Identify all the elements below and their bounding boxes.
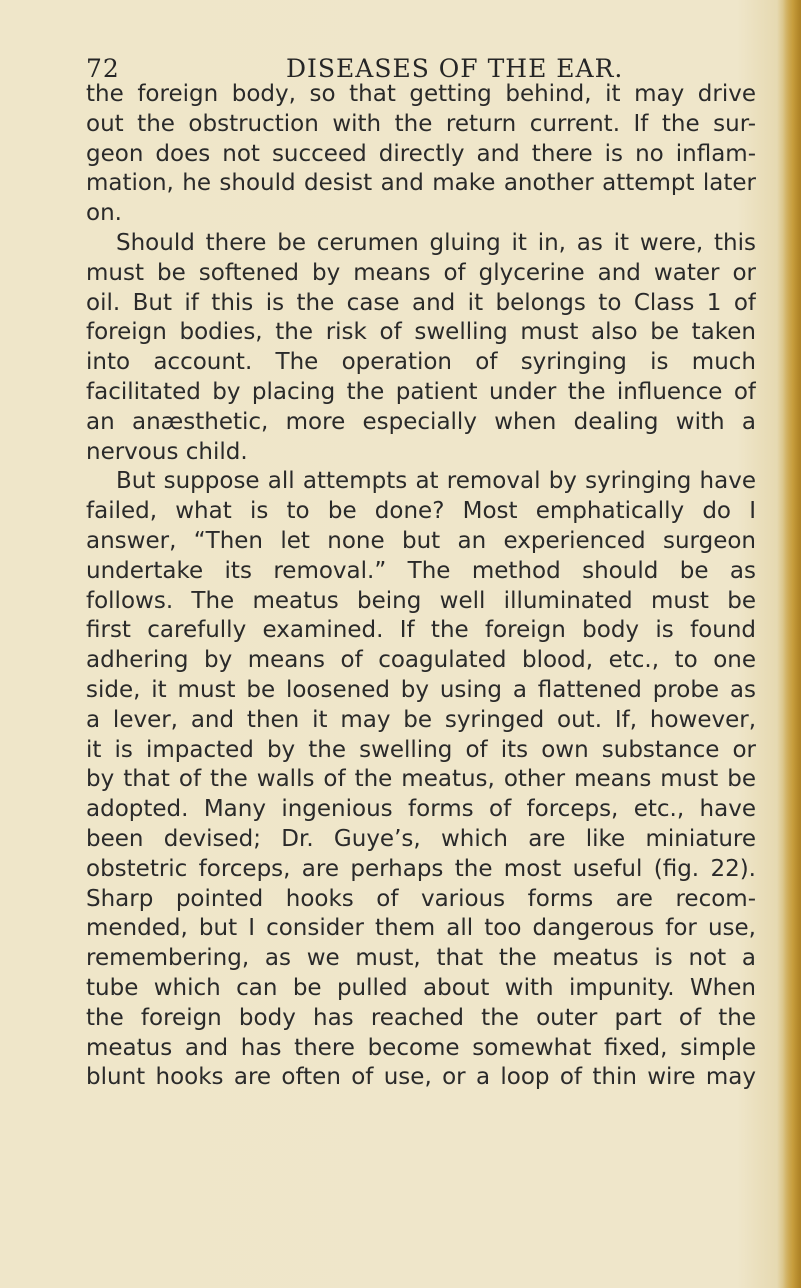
text-line: remembering, as we must, that the meatus is not a — [86, 945, 756, 972]
text-line: on. — [86, 200, 122, 227]
text-line: blunt hooks are often of use, or a loop of thin wire may — [86, 1064, 756, 1091]
page-number: 72 — [86, 54, 120, 83]
text-line: an anæsthetic, more especially when dealing with a — [86, 408, 756, 435]
text-line: a lever, and then it may be syringed out. If, however, — [86, 706, 756, 733]
text-line: by that of the walls of the meatus, other means must be — [86, 766, 756, 793]
text-line: But suppose all attempts at removal by syringing have — [116, 468, 756, 495]
text-line: facilitated by placing the patient under the influence of — [86, 378, 756, 405]
text-line: mation, he should desist and make another attempt later — [86, 170, 756, 197]
page-edge-stain — [783, 0, 801, 1288]
text-line: the foreign body has reached the outer part of the — [86, 1004, 756, 1031]
text-line: nervous child. — [86, 438, 248, 465]
text-line: must be softened by means of glycerine and water or — [86, 259, 756, 286]
text-line: meatus and has there become somewhat fixed, simple — [86, 1034, 756, 1061]
text-line: mended, but I consider them all too dangerous for use, — [86, 915, 756, 942]
text-line: Should there be cerumen gluing it in, as it were, this — [116, 229, 756, 256]
text-line: Sharp pointed hooks of various forms are recom- — [86, 885, 756, 912]
running-title: DISEASES OF THE EAR. — [286, 54, 624, 83]
text-line: failed, what is to be done? Most emphatically do I — [86, 498, 756, 525]
text-line: foreign bodies, the risk of swelling must also be taken — [86, 319, 756, 346]
text-line: been devised; Dr. Guye’s, which are like miniature — [86, 825, 756, 852]
text-line: adopted. Many ingenious forms of forceps, etc., have — [86, 796, 756, 823]
text-line: side, it must be loosened by using a flattened probe as — [86, 676, 756, 703]
text-line: undertake its removal.” The method should be as — [86, 557, 756, 584]
text-line: follows. The meatus being well illuminated must be — [86, 587, 756, 614]
text-line: tube which can be pulled about with impunity. When — [86, 974, 756, 1001]
text-line: it is impacted by the swelling of its own substance or — [86, 736, 756, 763]
text-line: geon does not succeed directly and there is no inflam- — [86, 140, 756, 167]
text-line: the foreign body, so that getting behind, it may drive — [86, 81, 756, 107]
body-text — [86, 80, 756, 1093]
text-line: into account. The operation of syringing is much — [86, 349, 756, 376]
text-line: out the obstruction with the return current. If the sur- — [86, 110, 756, 137]
text-line: answer, “Then let none but an experienced surgeon — [86, 527, 756, 554]
text-line: adhering by means of coagulated blood, etc., to one — [86, 647, 756, 674]
text-line: oil. But if this is the case and it belongs to Class 1 of — [86, 289, 756, 316]
text-line: first carefully examined. If the foreign body is found — [86, 617, 756, 644]
text-line: obstetric forceps, are perhaps the most useful (fig. 22). — [86, 855, 756, 882]
